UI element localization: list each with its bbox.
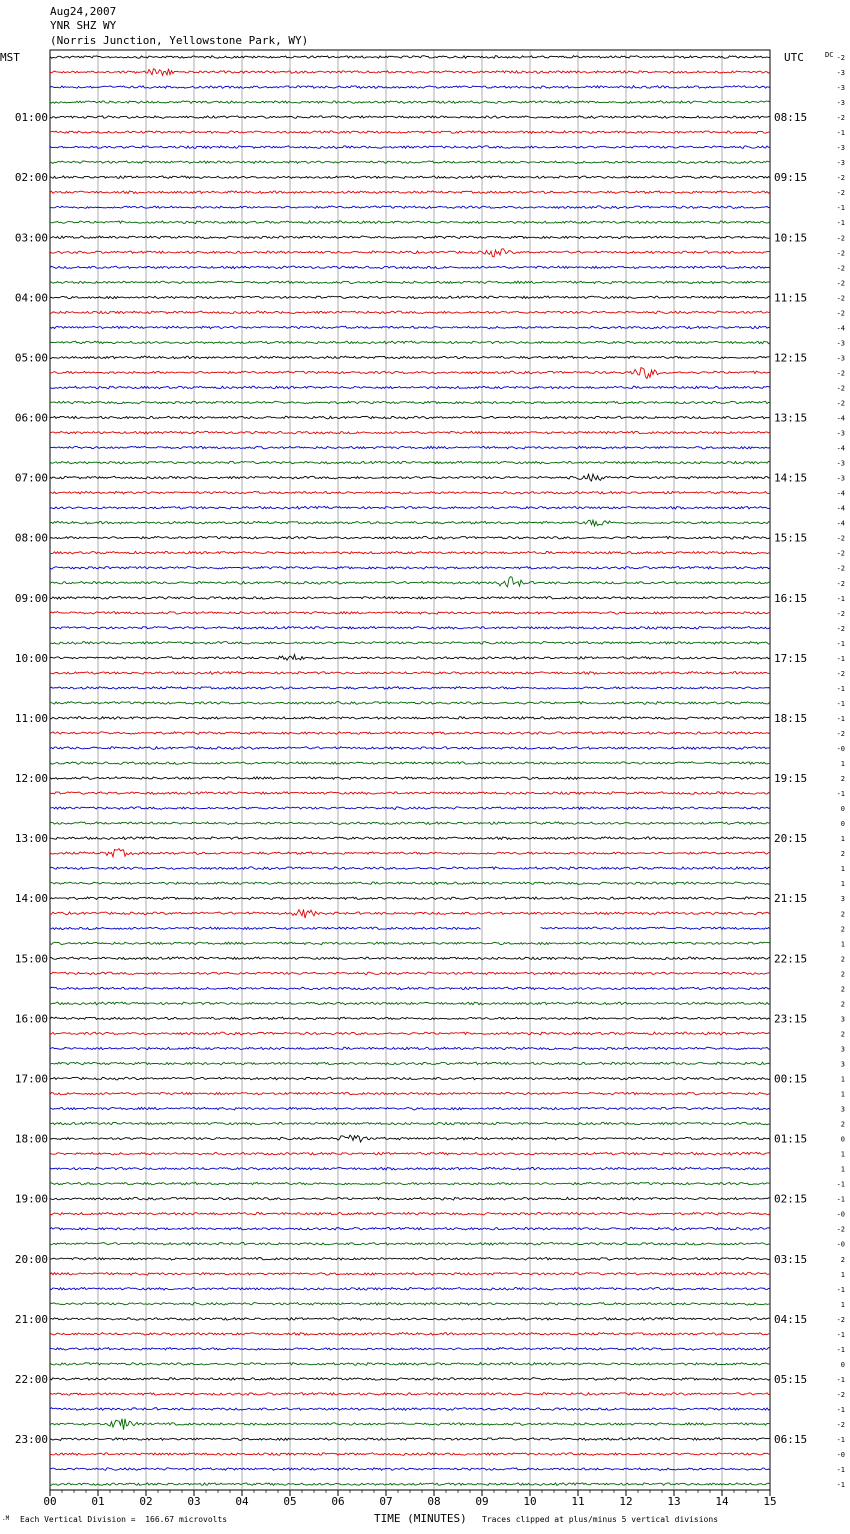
right-hour-label: 14:15 [774, 471, 808, 485]
dc-offset-label: -4 [836, 444, 845, 453]
right-hour-label: 11:15 [774, 291, 808, 305]
trace-line [50, 1062, 770, 1065]
dc-offset-label: -3 [836, 354, 845, 363]
trace-line [50, 491, 770, 494]
x-tick-label: 07 [379, 1495, 393, 1508]
trace-line [50, 942, 770, 945]
dc-offset-label: 2 [840, 1000, 845, 1009]
trace-line [50, 551, 770, 554]
trace-line [50, 1468, 770, 1471]
dc-offset-label: -2 [836, 249, 845, 258]
trace-line [50, 356, 770, 359]
trace-line [50, 474, 770, 481]
trace-line [50, 867, 770, 870]
trace-line [50, 927, 481, 930]
dc-offset-label: -1 [836, 714, 845, 723]
dc-offset-label: 1 [840, 1300, 845, 1309]
dc-offset-label: 1 [840, 865, 845, 874]
dc-offset-label: -1 [836, 1195, 845, 1204]
dc-offset-label: 0 [840, 820, 845, 829]
trace-line [50, 1453, 770, 1456]
right-hour-label: 22:15 [774, 952, 808, 966]
dc-offset-label: -2 [836, 114, 845, 123]
trace-line [50, 401, 770, 404]
trace-line [50, 1212, 770, 1215]
record-date: Aug24,2007 [50, 5, 117, 18]
dc-offset-label: -2 [836, 609, 845, 618]
dc-offset-label: 1 [840, 760, 845, 769]
right-hour-label: 12:15 [774, 351, 808, 365]
trace-line [50, 987, 770, 990]
left-hour-label: 07:00 [14, 471, 48, 485]
x-tick-label: 12 [619, 1495, 633, 1508]
dc-offset-label: -1 [836, 1180, 845, 1189]
dc-offset-label: -2 [836, 549, 845, 558]
dc-offset-label: 1 [840, 1075, 845, 1084]
dc-offset-label: -1 [836, 1345, 845, 1354]
right-hour-label: 09:15 [774, 171, 808, 185]
left-hour-label: 17:00 [14, 1072, 48, 1086]
left-hour-label: 21:00 [14, 1312, 48, 1326]
dc-offset-label: -1 [836, 639, 845, 648]
dc-offset-label: 2 [840, 970, 845, 979]
dc-offset-label: 3 [840, 1060, 845, 1069]
x-tick-label: 10 [523, 1495, 537, 1508]
station-code: YNR SHZ WY [50, 19, 117, 32]
trace-line [50, 368, 770, 379]
dc-offset-label: -1 [836, 204, 845, 213]
trace-line [50, 281, 770, 284]
dc-offset-label: -2 [836, 534, 845, 543]
trace-line [50, 626, 770, 629]
trace-line [50, 341, 770, 344]
left-hour-label: 13:00 [14, 832, 48, 846]
trace-line [50, 446, 770, 449]
x-tick-label: 02 [139, 1495, 153, 1508]
dc-offset-label: -1 [836, 1436, 845, 1445]
dc-offset-label: -2 [836, 189, 845, 198]
dc-offset-label: -3 [836, 459, 845, 468]
trace-line [50, 577, 770, 587]
trace-line [50, 807, 770, 810]
left-hour-label: 01:00 [14, 111, 48, 125]
trace-line [50, 1017, 770, 1020]
dc-offset-label: -2 [836, 264, 845, 273]
trace-line [50, 642, 770, 645]
trace-line [50, 597, 770, 600]
dc-offset-label: -4 [836, 489, 845, 498]
dc-offset-label: 2 [840, 775, 845, 784]
trace-line [50, 131, 770, 134]
dc-offset-label: 2 [840, 1255, 845, 1264]
trace-line [50, 520, 770, 526]
trace-line [50, 56, 770, 59]
trace-line [50, 536, 770, 539]
dc-offset-label: -2 [836, 564, 845, 573]
left-hour-label: 20:00 [14, 1252, 48, 1266]
dc-offset-label: -4 [836, 519, 845, 528]
trace-line [50, 1272, 770, 1275]
left-timezone-label: MST [0, 51, 20, 64]
trace-line [50, 566, 770, 569]
dc-offset-label: -1 [836, 654, 845, 663]
dc-offset-label: 2 [840, 985, 845, 994]
x-tick-label: 06 [331, 1495, 345, 1508]
x-tick-label: 11 [571, 1495, 585, 1508]
trace-line [50, 849, 770, 857]
x-axis-label: TIME (MINUTES) [374, 1512, 467, 1525]
dc-offset-label: -2 [836, 54, 845, 62]
left-hour-label: 23:00 [14, 1433, 48, 1447]
dc-offset-label: -3 [836, 429, 845, 438]
trace-line [50, 161, 770, 164]
dc-offset-label: -4 [836, 414, 845, 423]
trace-line [50, 326, 770, 329]
dc-offset-label: -3 [836, 159, 845, 168]
trace-line [50, 762, 770, 765]
trace-line [50, 1408, 770, 1411]
right-hour-label: 01:15 [774, 1132, 808, 1146]
trace-line [50, 1227, 770, 1230]
dc-offset-label: -2 [836, 234, 845, 243]
left-hour-label: 04:00 [14, 291, 48, 305]
trace-line [50, 1303, 770, 1306]
right-hour-label: 20:15 [774, 832, 808, 846]
trace-line [50, 1002, 770, 1005]
x-tick-label: 04 [235, 1495, 249, 1508]
dc-offset-label: 0 [840, 1360, 845, 1369]
trace-line [50, 1483, 770, 1486]
dc-offset-label: 1 [840, 880, 845, 889]
dc-offset-label: -1 [836, 1481, 845, 1490]
trace-line [50, 777, 770, 780]
left-hour-label: 03:00 [14, 231, 48, 245]
trace-line [50, 1419, 770, 1430]
trace-line [50, 311, 770, 314]
trace-line [50, 612, 770, 615]
trace-line [50, 672, 770, 675]
trace-line [50, 1152, 770, 1155]
trace-line [50, 506, 770, 509]
dc-offset-label: -0 [836, 1210, 845, 1219]
dc-offset-label: -0 [836, 1240, 845, 1249]
x-tick-label: 13 [667, 1495, 681, 1508]
dc-offset-label: -2 [836, 384, 845, 393]
dc-offset-label: -0 [836, 1451, 845, 1460]
dc-offset-label: -3 [836, 474, 845, 483]
trace-line [50, 101, 770, 104]
dc-offset-label: -2 [836, 1390, 845, 1399]
left-hour-label: 08:00 [14, 531, 48, 545]
x-tick-label: 14 [715, 1495, 729, 1508]
right-hour-label: 13:15 [774, 411, 808, 425]
dc-offset-label: -3 [836, 69, 845, 78]
dc-offset-label: -1 [836, 699, 845, 708]
trace-line [50, 1092, 770, 1095]
dc-offset-label: 2 [840, 910, 845, 919]
dc-offset-label: 1 [840, 1165, 845, 1174]
trace-line [50, 1257, 770, 1260]
dc-offset-label: 1 [840, 835, 845, 844]
dc-offset-label: -2 [836, 294, 845, 303]
trace-line [50, 266, 770, 269]
dc-offset-label: -0 [836, 745, 845, 754]
trace-line [50, 837, 770, 840]
trace-line [50, 146, 770, 149]
dc-offset-label: 2 [840, 1030, 845, 1039]
right-hour-label: 05:15 [774, 1372, 808, 1386]
dc-offset-label: -2 [836, 1315, 845, 1324]
dc-offset-label: -4 [836, 504, 845, 513]
left-hour-label: 06:00 [14, 411, 48, 425]
trace-line [50, 1032, 770, 1035]
dc-offset-label: 3 [840, 895, 845, 904]
trace-line [50, 909, 770, 918]
trace-line [50, 69, 770, 76]
trace-line [50, 717, 770, 720]
dc-offset-label: 1 [840, 1090, 845, 1099]
trace-line [50, 747, 770, 750]
right-hour-label: 21:15 [774, 892, 808, 906]
trace-line [50, 1318, 770, 1321]
dc-offset-label: -2 [836, 624, 845, 633]
dc-offset-label: -2 [836, 174, 845, 183]
left-hour-label: 16:00 [14, 1012, 48, 1026]
dc-offset-label: -2 [836, 669, 845, 678]
dc-offset-label: 3 [840, 1015, 845, 1024]
trace-line [50, 221, 770, 224]
trace-line [50, 296, 770, 299]
logo-mark: .M [2, 1515, 10, 1522]
station-location: (Norris Junction, Yellowstone Park, WY) [50, 34, 309, 47]
trace-line [50, 972, 770, 975]
dc-offset-label: -1 [836, 594, 845, 603]
trace-line [50, 1182, 770, 1185]
right-hour-label: 03:15 [774, 1252, 808, 1266]
dc-offset-label: -2 [836, 279, 845, 288]
trace-line [50, 1047, 770, 1050]
x-tick-label: 00 [43, 1495, 57, 1508]
trace-line [50, 1167, 770, 1170]
right-hour-label: 06:15 [774, 1433, 808, 1447]
dc-offset-label: -2 [836, 1421, 845, 1430]
trace-line [50, 386, 770, 389]
dc-offset-label: -1 [836, 790, 845, 799]
right-hour-label: 08:15 [774, 111, 808, 125]
trace-line [50, 416, 770, 419]
trace-line [50, 461, 770, 464]
right-hour-label: 00:15 [774, 1072, 808, 1086]
trace-line [50, 1348, 770, 1351]
dc-label: DC [825, 51, 834, 59]
dc-offset-label: -2 [836, 729, 845, 738]
dc-offset-label: -2 [836, 369, 845, 378]
dc-offset-label: -3 [836, 144, 845, 153]
trace-line [50, 957, 770, 960]
trace-line [50, 1135, 770, 1142]
trace-line [50, 1333, 770, 1336]
dc-offset-label: 2 [840, 955, 845, 964]
trace-line [50, 1242, 770, 1245]
dc-offset-label: -3 [836, 99, 845, 108]
trace-line [50, 431, 770, 434]
trace-line [50, 897, 770, 900]
dc-offset-label: 1 [840, 1270, 845, 1279]
left-hour-label: 14:00 [14, 892, 48, 906]
left-hour-label: 11:00 [14, 711, 48, 725]
trace-line [50, 249, 770, 257]
x-tick-label: 15 [763, 1495, 777, 1508]
left-hour-label: 09:00 [14, 591, 48, 605]
trace-line [50, 191, 770, 194]
right-hour-label: 02:15 [774, 1192, 808, 1206]
dc-offset-label: -2 [836, 1225, 845, 1234]
dc-offset-label: 2 [840, 925, 845, 934]
left-hour-label: 15:00 [14, 952, 48, 966]
trace-line [50, 732, 770, 735]
left-hour-label: 19:00 [14, 1192, 48, 1206]
x-tick-label: 01 [91, 1495, 105, 1508]
dc-offset-label: -2 [836, 309, 845, 318]
trace-line [50, 1363, 770, 1366]
trace-line [50, 206, 770, 209]
dc-offset-label: -1 [836, 1330, 845, 1339]
trace-line [50, 1393, 770, 1396]
dc-offset-label: 3 [840, 1045, 845, 1054]
trace-line [50, 86, 770, 89]
dc-offset-label: 0 [840, 1135, 845, 1144]
dc-offset-label: 1 [840, 1150, 845, 1159]
dc-offset-label: -3 [836, 84, 845, 93]
x-tick-label: 05 [283, 1495, 297, 1508]
dc-offset-label: -1 [836, 219, 845, 228]
trace-line [50, 882, 770, 885]
trace-line [50, 236, 770, 239]
right-hour-label: 19:15 [774, 772, 808, 786]
trace-line [50, 1287, 770, 1290]
dc-offset-label: 0 [840, 805, 845, 814]
right-hour-label: 04:15 [774, 1312, 808, 1326]
trace-line [50, 1107, 770, 1110]
dc-offset-label: 2 [840, 1120, 845, 1129]
trace-line [50, 1197, 770, 1200]
trace-line [50, 1378, 770, 1381]
clip-note: Traces clipped at plus/minus 5 vertical divisions [482, 1515, 719, 1524]
trace-line [50, 1122, 770, 1125]
left-hour-label: 12:00 [14, 772, 48, 786]
trace-line [50, 1438, 770, 1441]
dc-offset-label: 3 [840, 1105, 845, 1114]
trace-line [541, 927, 771, 930]
right-hour-label: 10:15 [774, 231, 808, 245]
dc-offset-label: -2 [836, 579, 845, 588]
dc-offset-label: -1 [836, 1375, 845, 1384]
x-tick-label: 08 [427, 1495, 441, 1508]
trace-line [50, 702, 770, 705]
scale-note: Each Vertical Division = 166.67 microvolts [20, 1515, 228, 1524]
dc-offset-label: -2 [836, 399, 845, 408]
dc-offset-label: -3 [836, 339, 845, 348]
right-hour-label: 17:15 [774, 651, 808, 665]
left-hour-label: 02:00 [14, 171, 48, 185]
dc-offset-label: -4 [836, 324, 845, 333]
left-hour-label: 10:00 [14, 651, 48, 665]
dc-offset-label: 2 [840, 850, 845, 859]
trace-line [50, 822, 770, 825]
trace-line [50, 116, 770, 119]
trace-line [50, 176, 770, 179]
trace-line [50, 1077, 770, 1080]
x-tick-label: 03 [187, 1495, 201, 1508]
trace-line [50, 654, 770, 660]
right-hour-label: 16:15 [774, 591, 808, 605]
right-hour-label: 23:15 [774, 1012, 808, 1026]
dc-offset-label: -1 [836, 1285, 845, 1294]
trace-line [50, 792, 770, 795]
right-hour-label: 15:15 [774, 531, 808, 545]
dc-offset-label: -1 [836, 129, 845, 138]
right-hour-label: 18:15 [774, 711, 808, 725]
dc-offset-label: -1 [836, 1405, 845, 1414]
dc-offset-label: -1 [836, 1466, 845, 1475]
dc-offset-label: 1 [840, 940, 845, 949]
dc-offset-label: -1 [836, 684, 845, 693]
right-timezone-label: UTC [784, 51, 804, 64]
left-hour-label: 22:00 [14, 1372, 48, 1386]
x-tick-label: 09 [475, 1495, 489, 1508]
left-hour-label: 18:00 [14, 1132, 48, 1146]
trace-line [50, 687, 770, 690]
left-hour-label: 05:00 [14, 351, 48, 365]
